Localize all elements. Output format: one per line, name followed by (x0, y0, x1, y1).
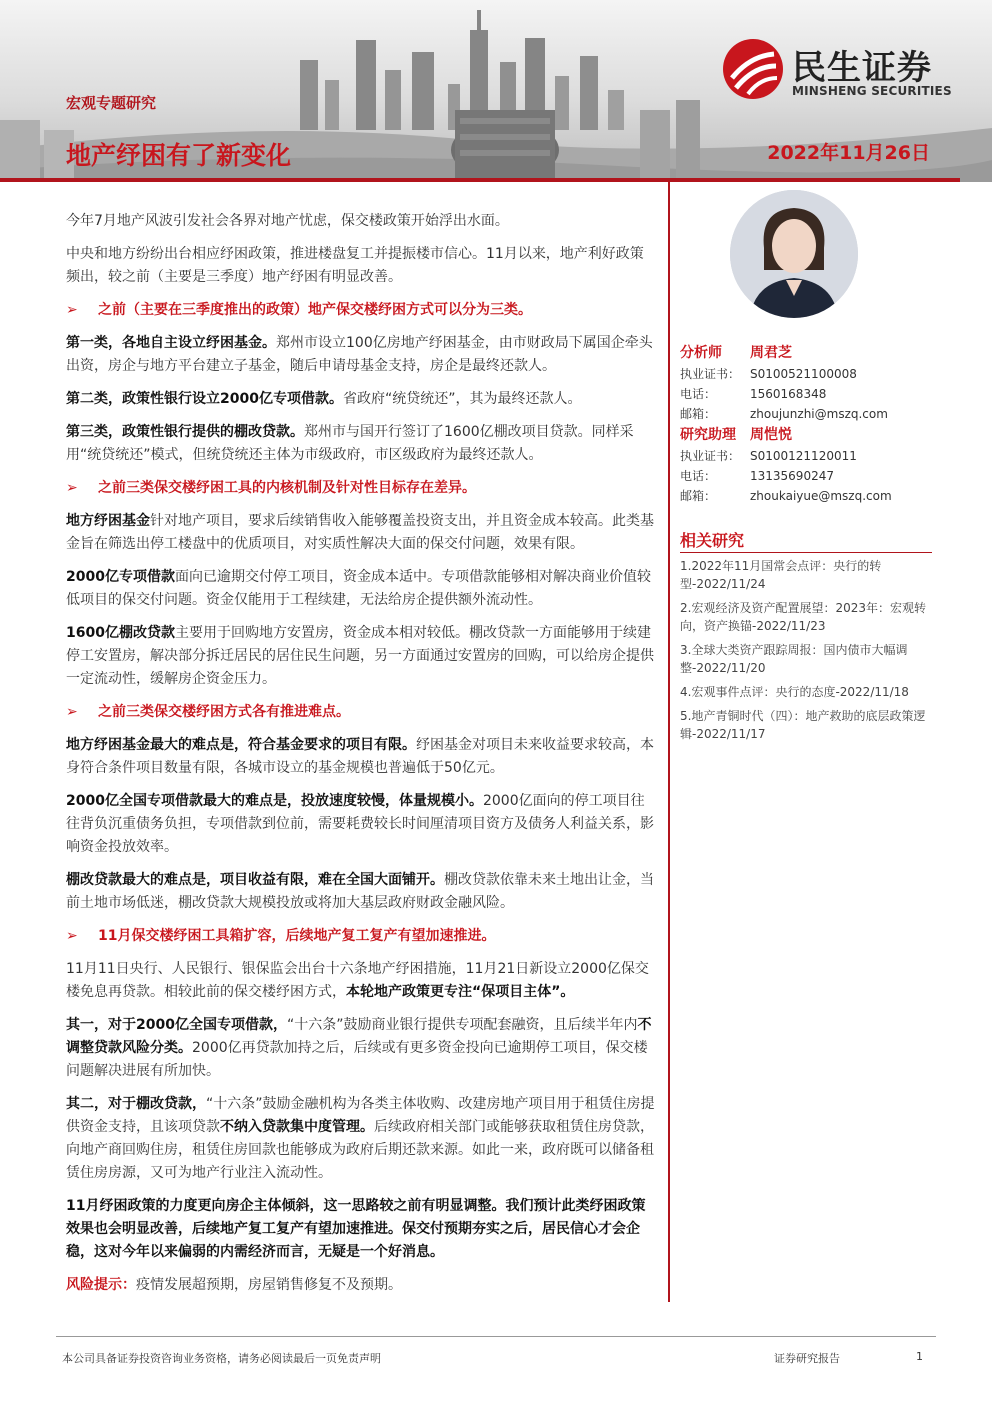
paragraph: 地方纾困基金最大的难点是，符合基金要求的项目有限。纾困基金对项目未来收益要求较高，本身符合条件项目数量有限，各城市设立的基金规模也普遍低于50亿元。 (66, 737, 654, 776)
analyst-info-row: 执业证书： S0100521100008 (680, 367, 857, 381)
paragraph: 11月11日央行、人民银行、银保监会出台十六条地产纾困措施，11月21日新设立2000亿保交楼免息再贷款。相较此前的保交楼纾困方式，本轮地产政策更专注“保项目主体”。 (66, 961, 649, 1000)
paragraph: 其二，对于棚改贷款，“十六条”鼓励金融机构为各类主体收购、改建房地产项目用于租赁住房提供资金支持，且该项贷款不纳入贷款集中度管理。后续政府相关部门或能够获取租赁住房贷款，向地产商回购住房，租赁住房回款也能够成为政府后期还款来源。如此一来，政府既可以储备租赁住房房源，又可为地产行业注入流动性。 (66, 1096, 655, 1181)
page-number: 1 (916, 1350, 923, 1363)
paragraph: 中央和地方纷纷出台相应纾困政策，推进楼盘复工并提振楼市信心。11月以来，地产利好政策频出，较之前（主要是三季度）地产纾困有明显改善。 (66, 246, 644, 285)
main-content (66, 210, 656, 1307)
arrow-bullet-icon: ➢ (66, 928, 78, 944)
analyst-info-row: 执业证书： S0100121120011 (680, 449, 857, 463)
paragraph: 今年7月地产风波引发社会各界对地产忧虑，保交楼政策开始浮出水面。 (66, 213, 509, 229)
related-research-list (680, 557, 932, 749)
analyst-role-row: 分析师 周君芝 (680, 345, 792, 361)
report-title: 地产纾困有了新变化 (66, 141, 292, 170)
section-heading: ➢ 之前（主要在三季度推出的政策）地产保交楼纾困方式可以分为三类。 (66, 299, 656, 322)
brand-name-cn: 民生证券 (792, 48, 932, 88)
related-item[interactable]: 3.全球大类资产跟踪周报：国内债市大幅调整-2022/11/20 (680, 643, 908, 675)
risk-warning: 风险提示：疫情发展超预期，房屋销售修复不及预期。 (66, 1277, 402, 1293)
arrow-bullet-icon: ➢ (66, 480, 78, 496)
paragraph: 2000亿专项借款面向已逾期交付停工项目，资金成本适中。专项借款能够相对解决商业价值较低项目的保交付问题。资金仅能用于工程续建，无法给房企提供额外流动性。 (66, 569, 651, 608)
assistant-email-link[interactable]: zhoukaiyue@mszq.com (750, 489, 892, 503)
paragraph: 1600亿棚改贷款主要用于回购地方安置房，资金成本相对较低。棚改贷款一方面能够用于续建停工安置房，解决部分拆迁居民的居住民生问题，另一方面通过安置房的回购，可以给房企提供一定流动性，缓解房企资金压力。 (66, 625, 654, 687)
section-heading: ➢ 11月保交楼纾困工具箱扩容，后续地产复工复产有望加速推进。 (66, 925, 656, 948)
analyst-info-row: 电话： 13135690247 (680, 469, 834, 483)
paragraph: 第二类，政策性银行设立2000亿专项借款。省政府“统贷统还”，其为最终还款人。 (66, 391, 582, 407)
related-item[interactable]: 4.宏观事件点评：央行的态度-2022/11/18 (680, 685, 909, 699)
paragraph: 棚改贷款最大的难点是，项目收益有限，难在全国大面铺开。棚改贷款依靠未来土地出让金，当前土地市场低迷，棚改贷款大规模投放或将加大基层政府财政金融风险。 (66, 872, 654, 911)
paragraph: 其一，对于2000亿全国专项借款，“十六条”鼓励商业银行提供专项配套融资，且后续半年内不调整贷款风险分类。2000亿再贷款加持之后，后续或有更多资金投向已逾期停工项目，保交楼问题解决进展有所加快。 (66, 1017, 652, 1079)
paragraph: 第一类，各地自主设立纾困基金。郑州市设立100亿房地产纾困基金，由市财政局下属国企牵头出资，房企与地方平台建立子基金，随后申请母基金支持，房企是最终还款人。 (66, 335, 653, 374)
paragraph: 地方纾困基金针对地产项目，要求后续销售收入能够覆盖投资支出，并且资金成本较高。此类基金旨在筛选出停工楼盘中的优质项目，对实质性解决大面的保交付问题，效果有限。 (66, 513, 654, 552)
column-divider (668, 182, 670, 1302)
analyst-panel (680, 342, 970, 506)
paragraph: 11月纾困政策的力度更向房企主体倾斜，这一思路较之前有明显调整。我们预计此类纾困政策效果也会明显改善，后续地产复工复产有望加速推进。保交付预期夯实之后，居民信心才会企稳，这对今年以来偏弱的内需经济而言，无疑是一个好消息。 (66, 1198, 646, 1260)
paragraph: 2000亿全国专项借款最大的难点是，投放速度较慢，体量规模小。2000亿面向的停工项目往往背负沉重债务负担，专项借款到位前，需要耗费较长时间厘清项目资方及债务人利益关系，影响资金投放效率。 (66, 793, 654, 855)
report-date: 2022年11月26日 (767, 142, 930, 164)
header-divider (0, 178, 960, 182)
related-divider (680, 552, 932, 553)
analyst-info-row: 电话： 15601683​48 (680, 387, 827, 401)
arrow-bullet-icon: ➢ (66, 302, 78, 318)
analyst-photo (730, 190, 858, 318)
footer-divider (56, 1336, 936, 1337)
footer-disclaimer: 本公司具备证券投资咨询业务资格，请务必阅读最后一页免责声明 (62, 1352, 381, 1365)
brand-name-en: MINSHENG SECURITIES (792, 84, 952, 98)
related-item[interactable]: 1.2022年11月国常会点评：央行的转型-2022/11/24 (680, 559, 882, 591)
brand-logo (722, 38, 972, 108)
section-heading: ➢ 之前三类保交楼纾困方式各有推进难点。 (66, 701, 656, 724)
paragraph: 第三类，政策性银行提供的棚改贷款。郑州市与国开行签订了1600亿棚改项目贷款。同样采用“统贷统还”模式，但统贷统还主体为市级政府，市区级政府为最终还款人。 (66, 424, 634, 463)
header-banner (0, 0, 992, 182)
minsheng-logo-icon (722, 38, 784, 100)
analyst-info-row: 邮箱： zhoukaiyue@mszq.com (680, 486, 970, 506)
related-item[interactable]: 5.地产青铜时代（四）：地产救助的底层政策逻辑-2022/11/17 (680, 709, 926, 741)
report-type: 宏观专题研究 (66, 94, 157, 112)
footer-doc-type: 证券研究报告 (774, 1352, 840, 1365)
section-heading: ➢ 之前三类保交楼纾困工具的内核机制及针对性目标存在差异。 (66, 477, 656, 500)
analyst-portrait-icon (730, 190, 858, 318)
arrow-bullet-icon: ➢ (66, 704, 78, 720)
analyst-info-row: 邮箱： zhoujunzhi@mszq.com (680, 404, 970, 424)
related-research-title: 相关研究 (680, 531, 745, 550)
analyst-role-row: 研究助理 周恺悦 (680, 427, 792, 443)
analyst-email-link[interactable]: zhoujunzhi@mszq.com (750, 407, 888, 421)
related-item[interactable]: 2.宏观经济及资产配置展望：2023年：宏观转向，资产换锚-2022/11/23 (680, 601, 926, 633)
